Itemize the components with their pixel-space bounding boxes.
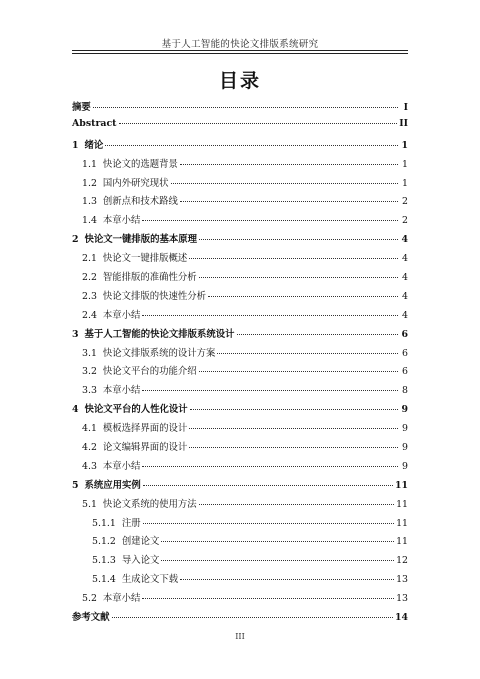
header-rule (72, 50, 408, 51)
toc-entry-number: 3.2 (82, 366, 97, 378)
toc-entry-title: 快论文一键排版概述 (102, 253, 188, 265)
toc-entry-number: 3.3 (82, 385, 97, 397)
toc-entry[interactable] (72, 477, 408, 496)
toc-entry[interactable] (72, 420, 408, 439)
toc-entry-page: 13 (396, 574, 408, 586)
toc-entry-page: 8 (402, 385, 408, 397)
toc-entry-page: 9 (402, 460, 408, 472)
toc-entry[interactable] (72, 515, 408, 534)
toc-entry-title: 本章小结 (102, 309, 141, 321)
dot-leader (199, 277, 398, 278)
toc-entry-page: 2 (402, 196, 408, 208)
toc-entry-page: 13 (396, 593, 408, 605)
toc-entry-number: 5.2 (82, 593, 97, 605)
toc-entry-page: 9 (402, 442, 408, 454)
toc-entry-title: 快论文系统的使用方法 (102, 498, 197, 510)
toc-entry-page: 6 (402, 347, 408, 359)
toc-entry-title: 注册 (121, 517, 141, 529)
toc-entry-page: 4 (401, 234, 408, 246)
dot-leader (143, 523, 394, 524)
dot-leader (142, 466, 398, 467)
toc-entry-number: 5.1.1 (92, 517, 116, 529)
toc-entry-number: 5.1.2 (92, 536, 116, 548)
toc-entry[interactable] (72, 571, 408, 590)
dot-leader (180, 164, 398, 165)
dot-leader (199, 239, 398, 240)
dot-leader (180, 201, 398, 202)
toc-entry-title: 本章小结 (102, 385, 141, 397)
toc-entry-title: 快论文的选题背景 (102, 158, 178, 170)
toc-entry-number: 2.3 (82, 290, 97, 302)
toc-entry-title: 本章小结 (102, 460, 141, 472)
toc-entry-title: 快论文排版的快速性分析 (102, 290, 207, 302)
toc-entry-page: 6 (401, 328, 408, 340)
toc-entry[interactable] (72, 137, 408, 156)
toc-entry-page: 4 (402, 309, 408, 321)
toc-entry-number: 4.2 (82, 442, 97, 454)
toc-entry-number: 5.1.4 (92, 574, 116, 586)
toc-entry-page: 1 (402, 158, 408, 170)
toc-entry-page: 9 (401, 404, 408, 416)
toc-entry-number: 3.1 (82, 347, 97, 359)
dot-leader (217, 353, 398, 354)
dot-leader (119, 123, 398, 124)
toc-entry[interactable] (72, 193, 408, 212)
toc-entry-title: 智能排版的准确性分析 (102, 272, 197, 284)
toc-entry-page: 1 (401, 139, 408, 151)
toc-entry[interactable] (72, 175, 408, 194)
toc-entry[interactable] (72, 307, 408, 326)
toc-entry-number: 1.3 (82, 196, 97, 208)
toc-entry-page: 4 (402, 290, 408, 302)
toc-entry-page: 11 (396, 517, 408, 529)
dot-leader (142, 220, 398, 221)
dot-leader (143, 485, 393, 486)
toc-entry-page: 6 (402, 366, 408, 378)
toc-entry-page: 1 (402, 177, 408, 189)
toc-entry-title: 系统应用实例 (84, 479, 141, 491)
dot-leader (171, 183, 398, 184)
dot-leader (189, 258, 398, 259)
toc-entry[interactable] (72, 118, 408, 137)
page-number: III (235, 632, 245, 641)
dot-leader (142, 390, 398, 391)
toc-entry-title: 绪论 (84, 139, 104, 151)
dot-leader (142, 315, 398, 316)
toc-entry[interactable] (72, 439, 408, 458)
toc-entry-number: 2.4 (82, 309, 97, 321)
dot-leader (237, 334, 398, 335)
toc-entry-page: I (403, 102, 408, 113)
toc-entry-number: 1.4 (82, 215, 97, 227)
toc-entry-title: 本章小结 (102, 215, 141, 227)
toc-entry[interactable] (72, 609, 408, 628)
toc-entry-page: II (399, 117, 408, 129)
toc-entry[interactable] (72, 345, 408, 364)
toc-entry-title: 快论文平台的人性化设计 (84, 404, 188, 416)
dot-leader (105, 145, 398, 146)
toc-entry[interactable] (72, 269, 408, 288)
toc-entry[interactable] (72, 288, 408, 307)
toc-entry[interactable] (72, 231, 408, 250)
toc-entry-title: 创新点和技术路线 (102, 196, 178, 208)
toc-entry-page: 9 (402, 423, 408, 435)
toc-entry[interactable] (72, 250, 408, 269)
toc-entry-number: 1.2 (82, 177, 97, 189)
toc-entry-title: 导入论文 (121, 555, 160, 567)
toc-entry[interactable] (72, 363, 408, 382)
toc-entry[interactable] (72, 458, 408, 477)
dot-leader (161, 560, 394, 561)
toc-entry-page: 11 (396, 536, 408, 548)
toc-entry-title: Abstract (72, 117, 117, 129)
toc-entry-number: 3 (72, 328, 79, 340)
toc-entry-title: 本章小结 (102, 593, 141, 605)
dot-leader (199, 504, 394, 505)
toc-entry-number: 4 (72, 404, 79, 416)
toc-entry-number: 5.1 (82, 498, 97, 510)
toc-entry[interactable] (72, 212, 408, 231)
dot-leader (112, 617, 393, 618)
dot-leader (93, 107, 398, 108)
toc-entry-number: 2 (72, 234, 79, 246)
toc-entry[interactable] (72, 326, 408, 345)
toc-entry-title: 创建论文 (121, 536, 160, 548)
toc-entry-page: 4 (402, 272, 408, 284)
toc-title: 目录 (218, 70, 261, 92)
toc-entry-page: 14 (394, 612, 408, 624)
toc-entry[interactable] (72, 552, 408, 571)
running-header: 基于人工智能的快论文排版系统研究 (161, 39, 319, 50)
toc-entry-number: 5.1.3 (92, 555, 116, 567)
toc-entry-number: 2.1 (82, 253, 97, 265)
dot-leader (208, 296, 398, 297)
toc-entry-number: 4.1 (82, 423, 97, 435)
toc-entry[interactable] (72, 156, 408, 175)
toc-entry[interactable] (72, 496, 408, 515)
toc-entry-number: 5 (72, 479, 79, 491)
dot-leader (190, 409, 398, 410)
dot-leader (161, 541, 394, 542)
toc-entry-title: 参考文献 (72, 612, 110, 624)
toc-entry-page: 11 (394, 479, 408, 491)
toc-entry-title: 基于人工智能的快论文排版系统设计 (84, 328, 235, 340)
toc-entry-page: 4 (402, 253, 408, 265)
dot-leader (189, 428, 398, 429)
toc-list (72, 99, 408, 628)
toc-entry-page: 2 (402, 215, 408, 227)
toc-entry-number: 1.1 (82, 158, 97, 170)
toc-entry[interactable] (72, 533, 408, 552)
toc-entry[interactable] (72, 401, 408, 420)
toc-entry-title: 摘要 (72, 102, 91, 113)
toc-entry[interactable] (72, 590, 408, 609)
toc-entry-number: 1 (72, 139, 79, 151)
toc-entry-title: 生成论文下载 (121, 574, 179, 586)
dot-leader (189, 447, 398, 448)
toc-entry-title: 模板选择界面的设计 (102, 423, 188, 435)
toc-entry[interactable] (72, 382, 408, 401)
toc-entry-title: 快论文平台的功能介绍 (102, 366, 197, 378)
toc-entry-title: 论文编辑界面的设计 (102, 442, 188, 454)
dot-leader (199, 371, 398, 372)
toc-entry[interactable] (72, 99, 408, 118)
toc-entry-title: 快论文一键排版的基本原理 (84, 234, 198, 246)
toc-entry-number: 4.3 (82, 460, 97, 472)
dot-leader (142, 598, 394, 599)
toc-entry-title: 国内外研究现状 (102, 177, 169, 189)
toc-entry-title: 快论文排版系统的设计方案 (102, 347, 216, 359)
toc-entry-page: 11 (396, 498, 408, 510)
toc-entry-page: 12 (396, 555, 408, 567)
dot-leader (180, 579, 394, 580)
toc-entry-number: 2.2 (82, 272, 97, 284)
